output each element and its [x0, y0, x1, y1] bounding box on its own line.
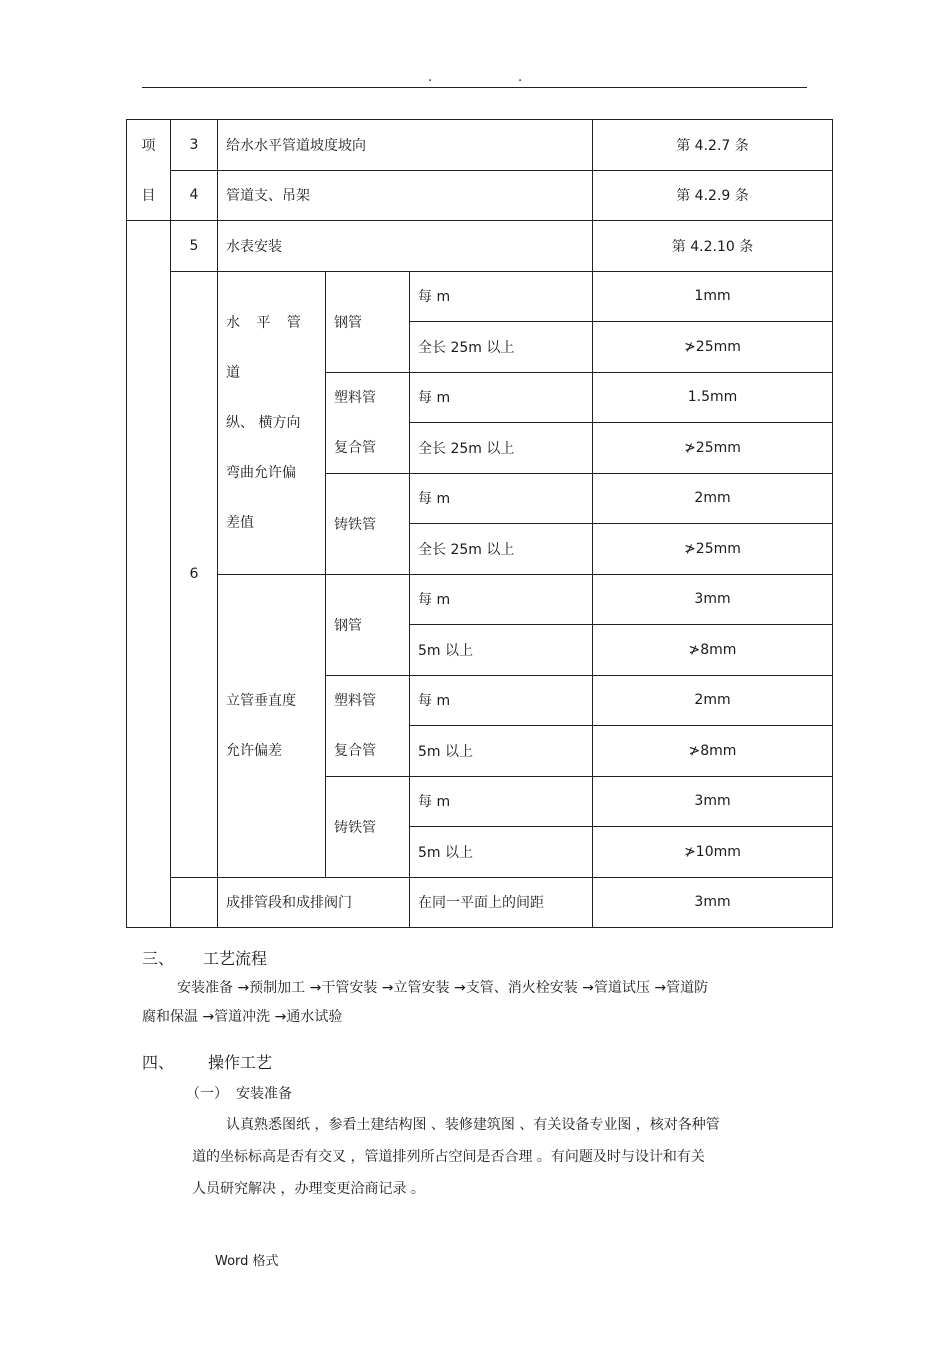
group-no: 6 [171, 271, 218, 877]
paragraph-line-1: 认真熟悉图纸 ，参看土建结构图 、装修建筑图 、有关设备专业图 ，核对各种管 [226, 1117, 720, 1133]
condition-cell: 每 m [410, 574, 593, 625]
section-4-number: 四、 [142, 1053, 175, 1072]
footer-label: Word 格式 [215, 1254, 279, 1269]
header-dots [0, 70, 950, 86]
condition-cell: 全长 25m 以上 [410, 322, 593, 373]
material-iron: 铸铁管 [326, 473, 410, 574]
horizontal-category-line-4: 差值 [226, 514, 254, 531]
condition-cell: 全长 25m 以上 [410, 423, 593, 474]
section-3-title: 工艺流程 [203, 949, 268, 968]
subsection-number: （一） [186, 1086, 228, 1102]
paragraph-line-2: 道的坐标标高是否有交叉 ，管道排列所占空间是否合理 。有问题及时与设计和有关 [192, 1149, 705, 1165]
value-cell: 3mm [593, 776, 833, 827]
material-iron: 铸铁管 [326, 776, 410, 877]
subsection-title: 安装准备 [236, 1086, 292, 1102]
material-plastic-composite [326, 372, 410, 473]
condition-cell: 每 m [410, 271, 593, 322]
project-label-top: 项 [141, 138, 156, 154]
vertical-category-line-2: 允许偏差 [226, 742, 282, 759]
project-label-cell [127, 120, 171, 221]
material-composite: 复合管 [334, 742, 376, 759]
material-plastic-composite [326, 675, 410, 776]
header-rule [142, 87, 807, 88]
value-cell: 3mm [593, 574, 833, 625]
value-cell: ≯8mm [593, 726, 833, 777]
table-row [127, 271, 833, 322]
spec-table [126, 119, 833, 928]
condition-cell: 5m 以上 [410, 827, 593, 878]
condition-cell: 每 m [410, 473, 593, 524]
value-cell: ≯8mm [593, 625, 833, 676]
section-3-number: 三、 [142, 949, 175, 968]
vertical-category-cell [218, 574, 326, 877]
section-4-title: 操作工艺 [208, 1053, 273, 1072]
table-row [127, 120, 833, 171]
material-steel: 钢管 [326, 574, 410, 675]
condition-cell: 每 m [410, 776, 593, 827]
row-ref: 第 4.2.9 条 [593, 170, 833, 221]
material-composite: 复合管 [334, 439, 376, 456]
material-steel: 钢管 [326, 271, 410, 372]
process-line-2: 腐和保温 →管道冲洗 →通水试验 [142, 1009, 343, 1025]
paragraph-line-3: 人员研究解决 ，办理变更洽商记录 。 [192, 1181, 425, 1197]
row-no-empty [171, 877, 218, 928]
row-item: 管道支、吊架 [218, 170, 593, 221]
row-no: 4 [171, 170, 218, 221]
value-cell: 3mm [593, 877, 833, 928]
header-dot-1: . [428, 70, 433, 85]
table-row [127, 221, 833, 272]
material-plastic: 塑料管 [334, 389, 376, 406]
row-item: 成排管段和成排阀门 [218, 877, 410, 928]
condition-cell: 全长 25m 以上 [410, 524, 593, 575]
row-no: 3 [171, 120, 218, 171]
row-item: 给水水平管道坡度坡向 [218, 120, 593, 171]
value-cell: ≯10mm [593, 827, 833, 878]
condition-cell: 每 m [410, 372, 593, 423]
process-line-1: 安装准备 →预制加工 →干管安装 →立管安装 →支管、消火栓安装 →管道试压 →管道防 [177, 980, 709, 996]
row-no: 5 [171, 221, 218, 272]
vertical-category-line-1: 立管垂直度 [226, 692, 296, 709]
value-cell: ≯25mm [593, 524, 833, 575]
material-plastic: 塑料管 [334, 692, 376, 709]
condition-cell: 在同一平面上的间距 [410, 877, 593, 928]
header-dot-2: . [518, 70, 523, 85]
condition-cell: 5m 以上 [410, 625, 593, 676]
horizontal-category-cell [218, 271, 326, 574]
value-cell: ≯25mm [593, 322, 833, 373]
table-row [127, 574, 833, 625]
horizontal-category-line-3: 弯曲允许偏 [226, 464, 296, 481]
value-cell: ≯25mm [593, 423, 833, 474]
horizontal-category-line-1: 水 平 管 道 [226, 314, 307, 381]
table-row [127, 170, 833, 221]
horizontal-category-line-2: 纵、 横方向 [226, 414, 301, 431]
condition-cell: 每 m [410, 675, 593, 726]
project-label-continuation [127, 221, 171, 928]
condition-cell: 5m 以上 [410, 726, 593, 777]
project-label-bottom: 目 [141, 188, 156, 204]
value-cell: 2mm [593, 473, 833, 524]
table-row [127, 877, 833, 928]
row-ref: 第 4.2.7 条 [593, 120, 833, 171]
row-item: 水表安装 [218, 221, 593, 272]
row-ref: 第 4.2.10 条 [593, 221, 833, 272]
value-cell: 1.5mm [593, 372, 833, 423]
value-cell: 1mm [593, 271, 833, 322]
value-cell: 2mm [593, 675, 833, 726]
